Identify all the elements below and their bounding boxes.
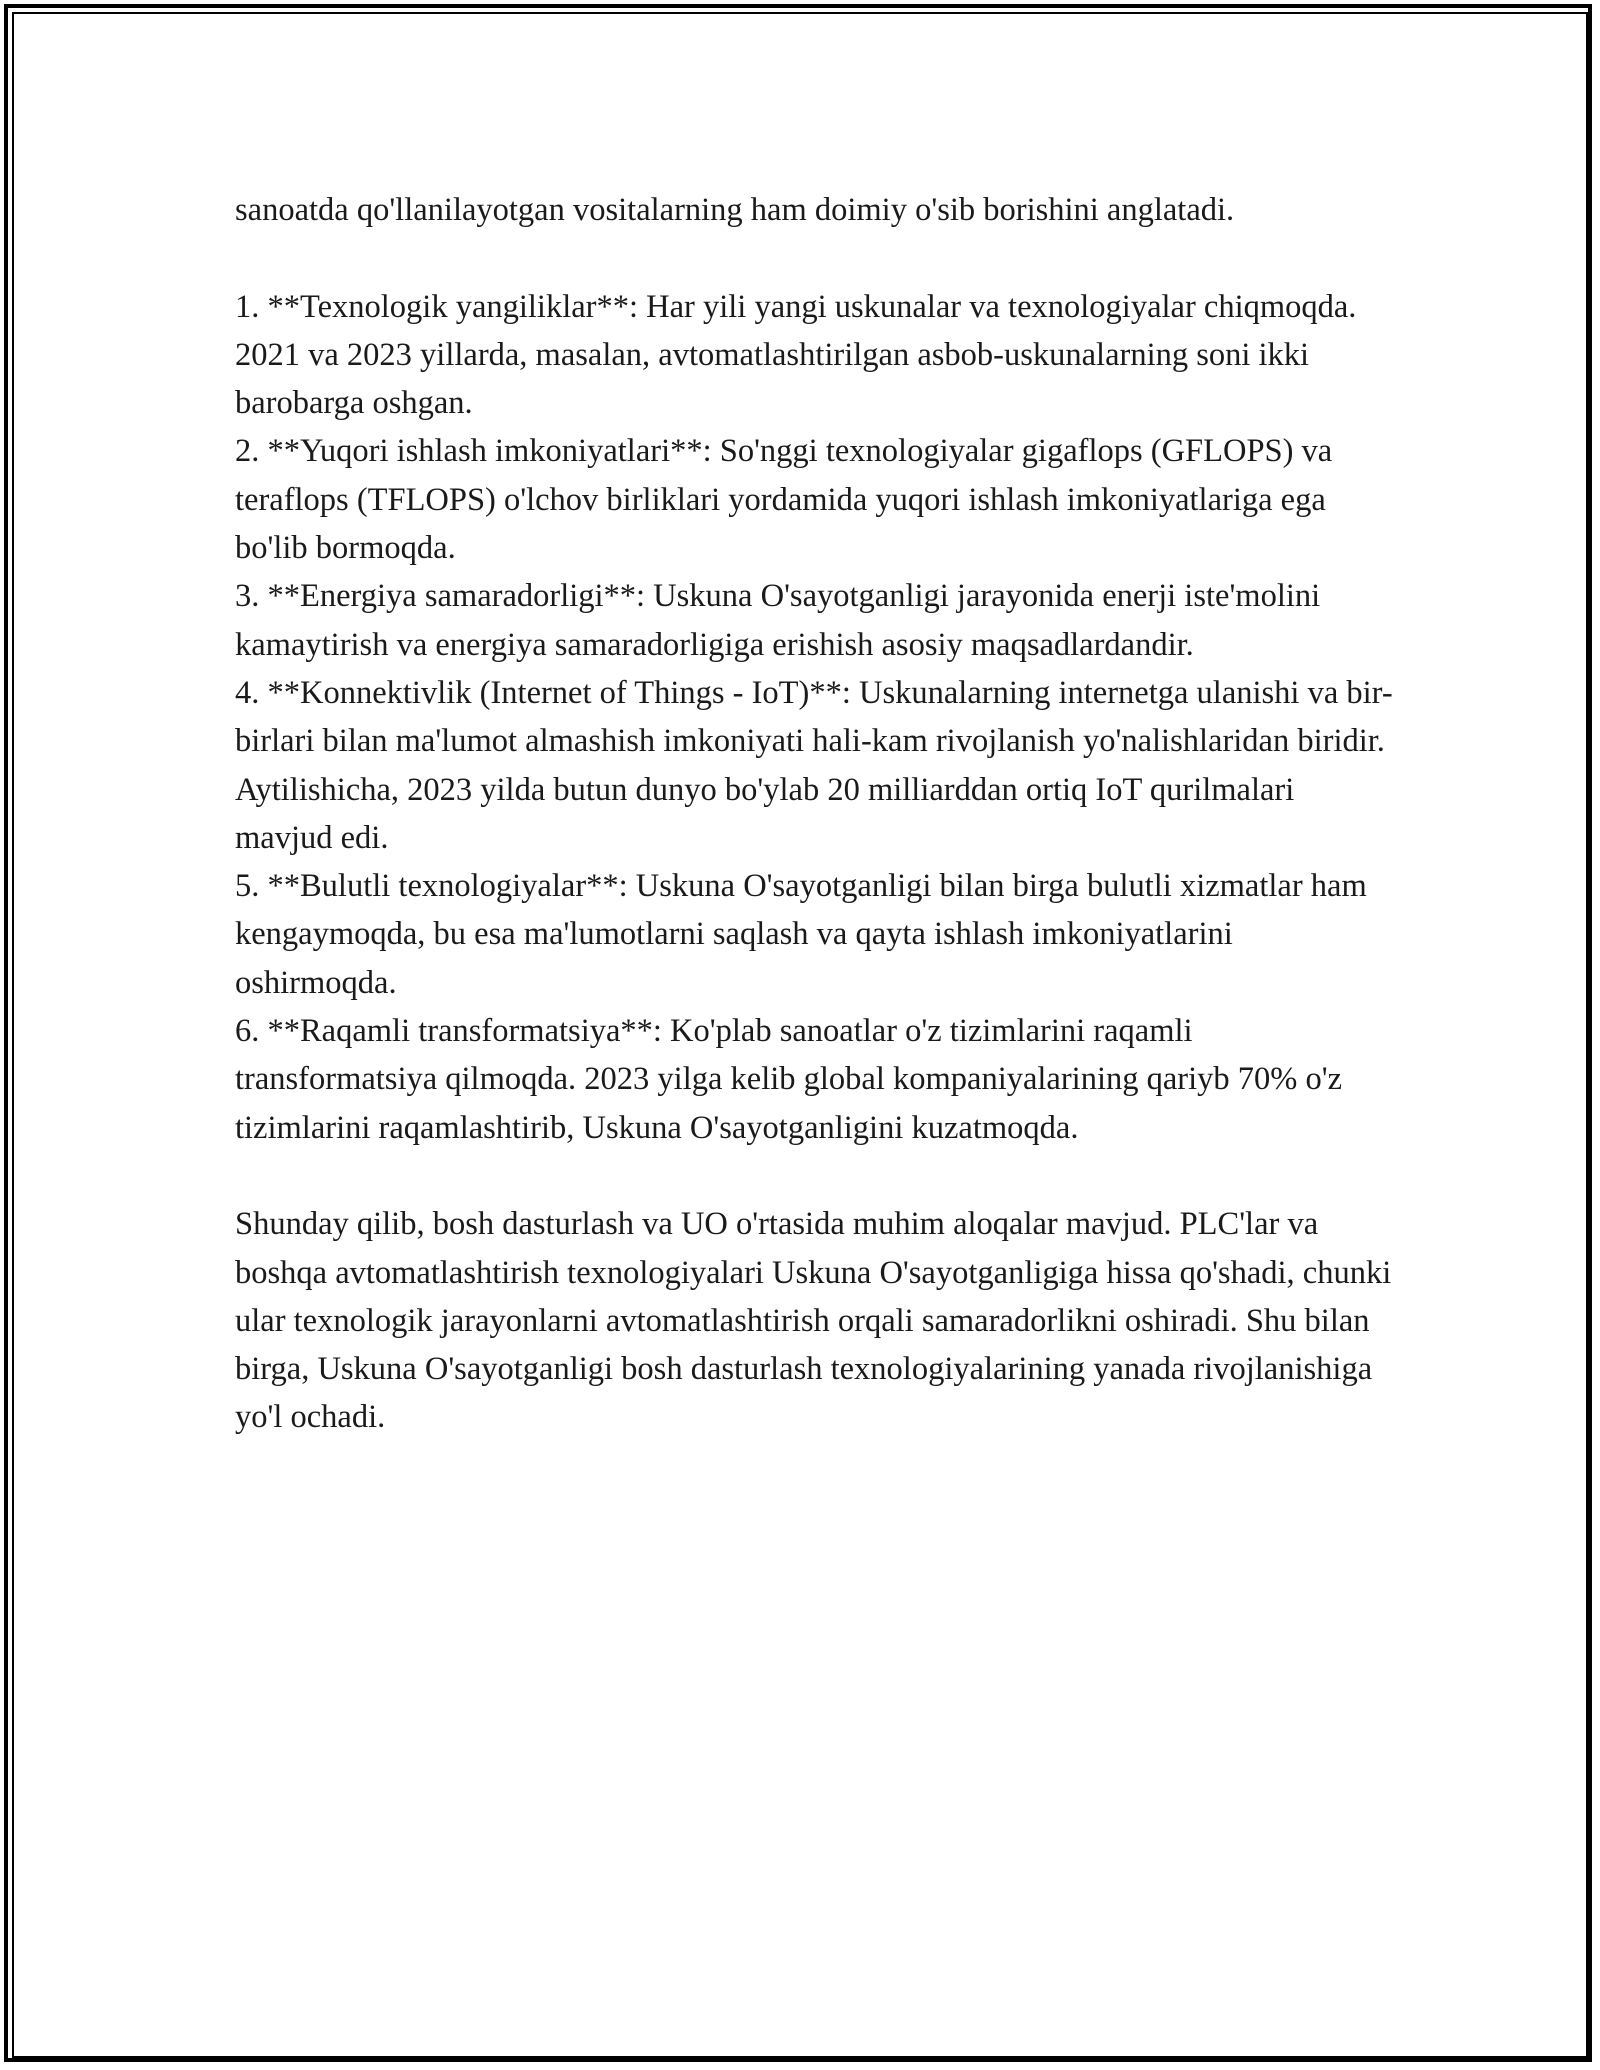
numbered-list — [235, 283, 1395, 1152]
list-item: 2. **Yuqori ishlash imkoniyatlari**: So'nggi texnologiyalar gigaflops (GFLOPS) va teraflops (TFLOPS) o'lchov birliklari yordamida yuqori ishlash imkoniyatlariga ega bo'lib bormoqda. — [235, 433, 1333, 567]
paragraph-gap — [235, 234, 1395, 282]
paragraph-gap — [235, 1152, 1395, 1200]
list-item: 4. **Konnektivlik (Internet of Things - IoT)**: Uskunalarning internetga ulanishi va bir-birlari bilan ma'lumot almashish imkoniyati hali-kam rivojlanish yo'nalishlaridan biridir. Aytilishicha, 2023 yilda butun dunyo bo'ylab 20 milliarddan ortiq IoT qurilmalari mavjud edi. — [235, 674, 1393, 856]
document-body — [235, 186, 1395, 1442]
list-item: 5. **Bulutli texnologiyalar**: Uskuna O'sayotganligi bilan birga bulutli xizmatlar ham kengaymoqda, bu esa ma'lumotlarni saqlash va qayta ishlash imkoniyatlarini oshirmoqda. — [235, 868, 1367, 1001]
list-item: 6. **Raqamli transformatsiya**: Ko'plab sanoatlar o'z tizimlarini raqamli transformatsiya qilmoqda. 2023 yilga kelib global kompaniyalarining qariyb 70% o'z tizimlarini raqamlashtirib, Uskuna O'sayotganligini kuzatmoqda. — [235, 1013, 1342, 1146]
intro-paragraph: sanoatda qo'llanilayotgan vositalarning ham doimiy o'sib borishini anglatadi. — [235, 192, 1235, 228]
list-item: 3. **Energiya samaradorligi**: Uskuna O'sayotganligi jarayonida enerji iste'molini kamaytirish va energiya samaradorligiga erishish asosiy maqsadlardandir. — [235, 578, 1321, 663]
conclusion-paragraph: Shunday qilib, bosh dasturlash va UO o'rtasida muhim aloqalar mavjud. PLC'lar va boshqa avtomatlashtirish texnologiyalari Uskuna O'sayotganligiga hissa qo'shadi, chunki ular texnologik jarayonlarni avtomatlashtirish orqali samaradorlikni oshiradi. Shu bilan birga, Uskuna O'sayotganligi bosh dasturlash texnologiyalarining yanada rivojlanishiga yo'l ochadi. — [235, 1206, 1392, 1436]
list-item: 1. **Texnologik yangiliklar**: Har yili yangi uskunalar va texnologiyalar chiqmoqda. 2021 va 2023 yillarda, masalan, avtomatlashtirilgan asbob-uskunalarning soni ikki barobarga oshgan. — [235, 288, 1357, 422]
